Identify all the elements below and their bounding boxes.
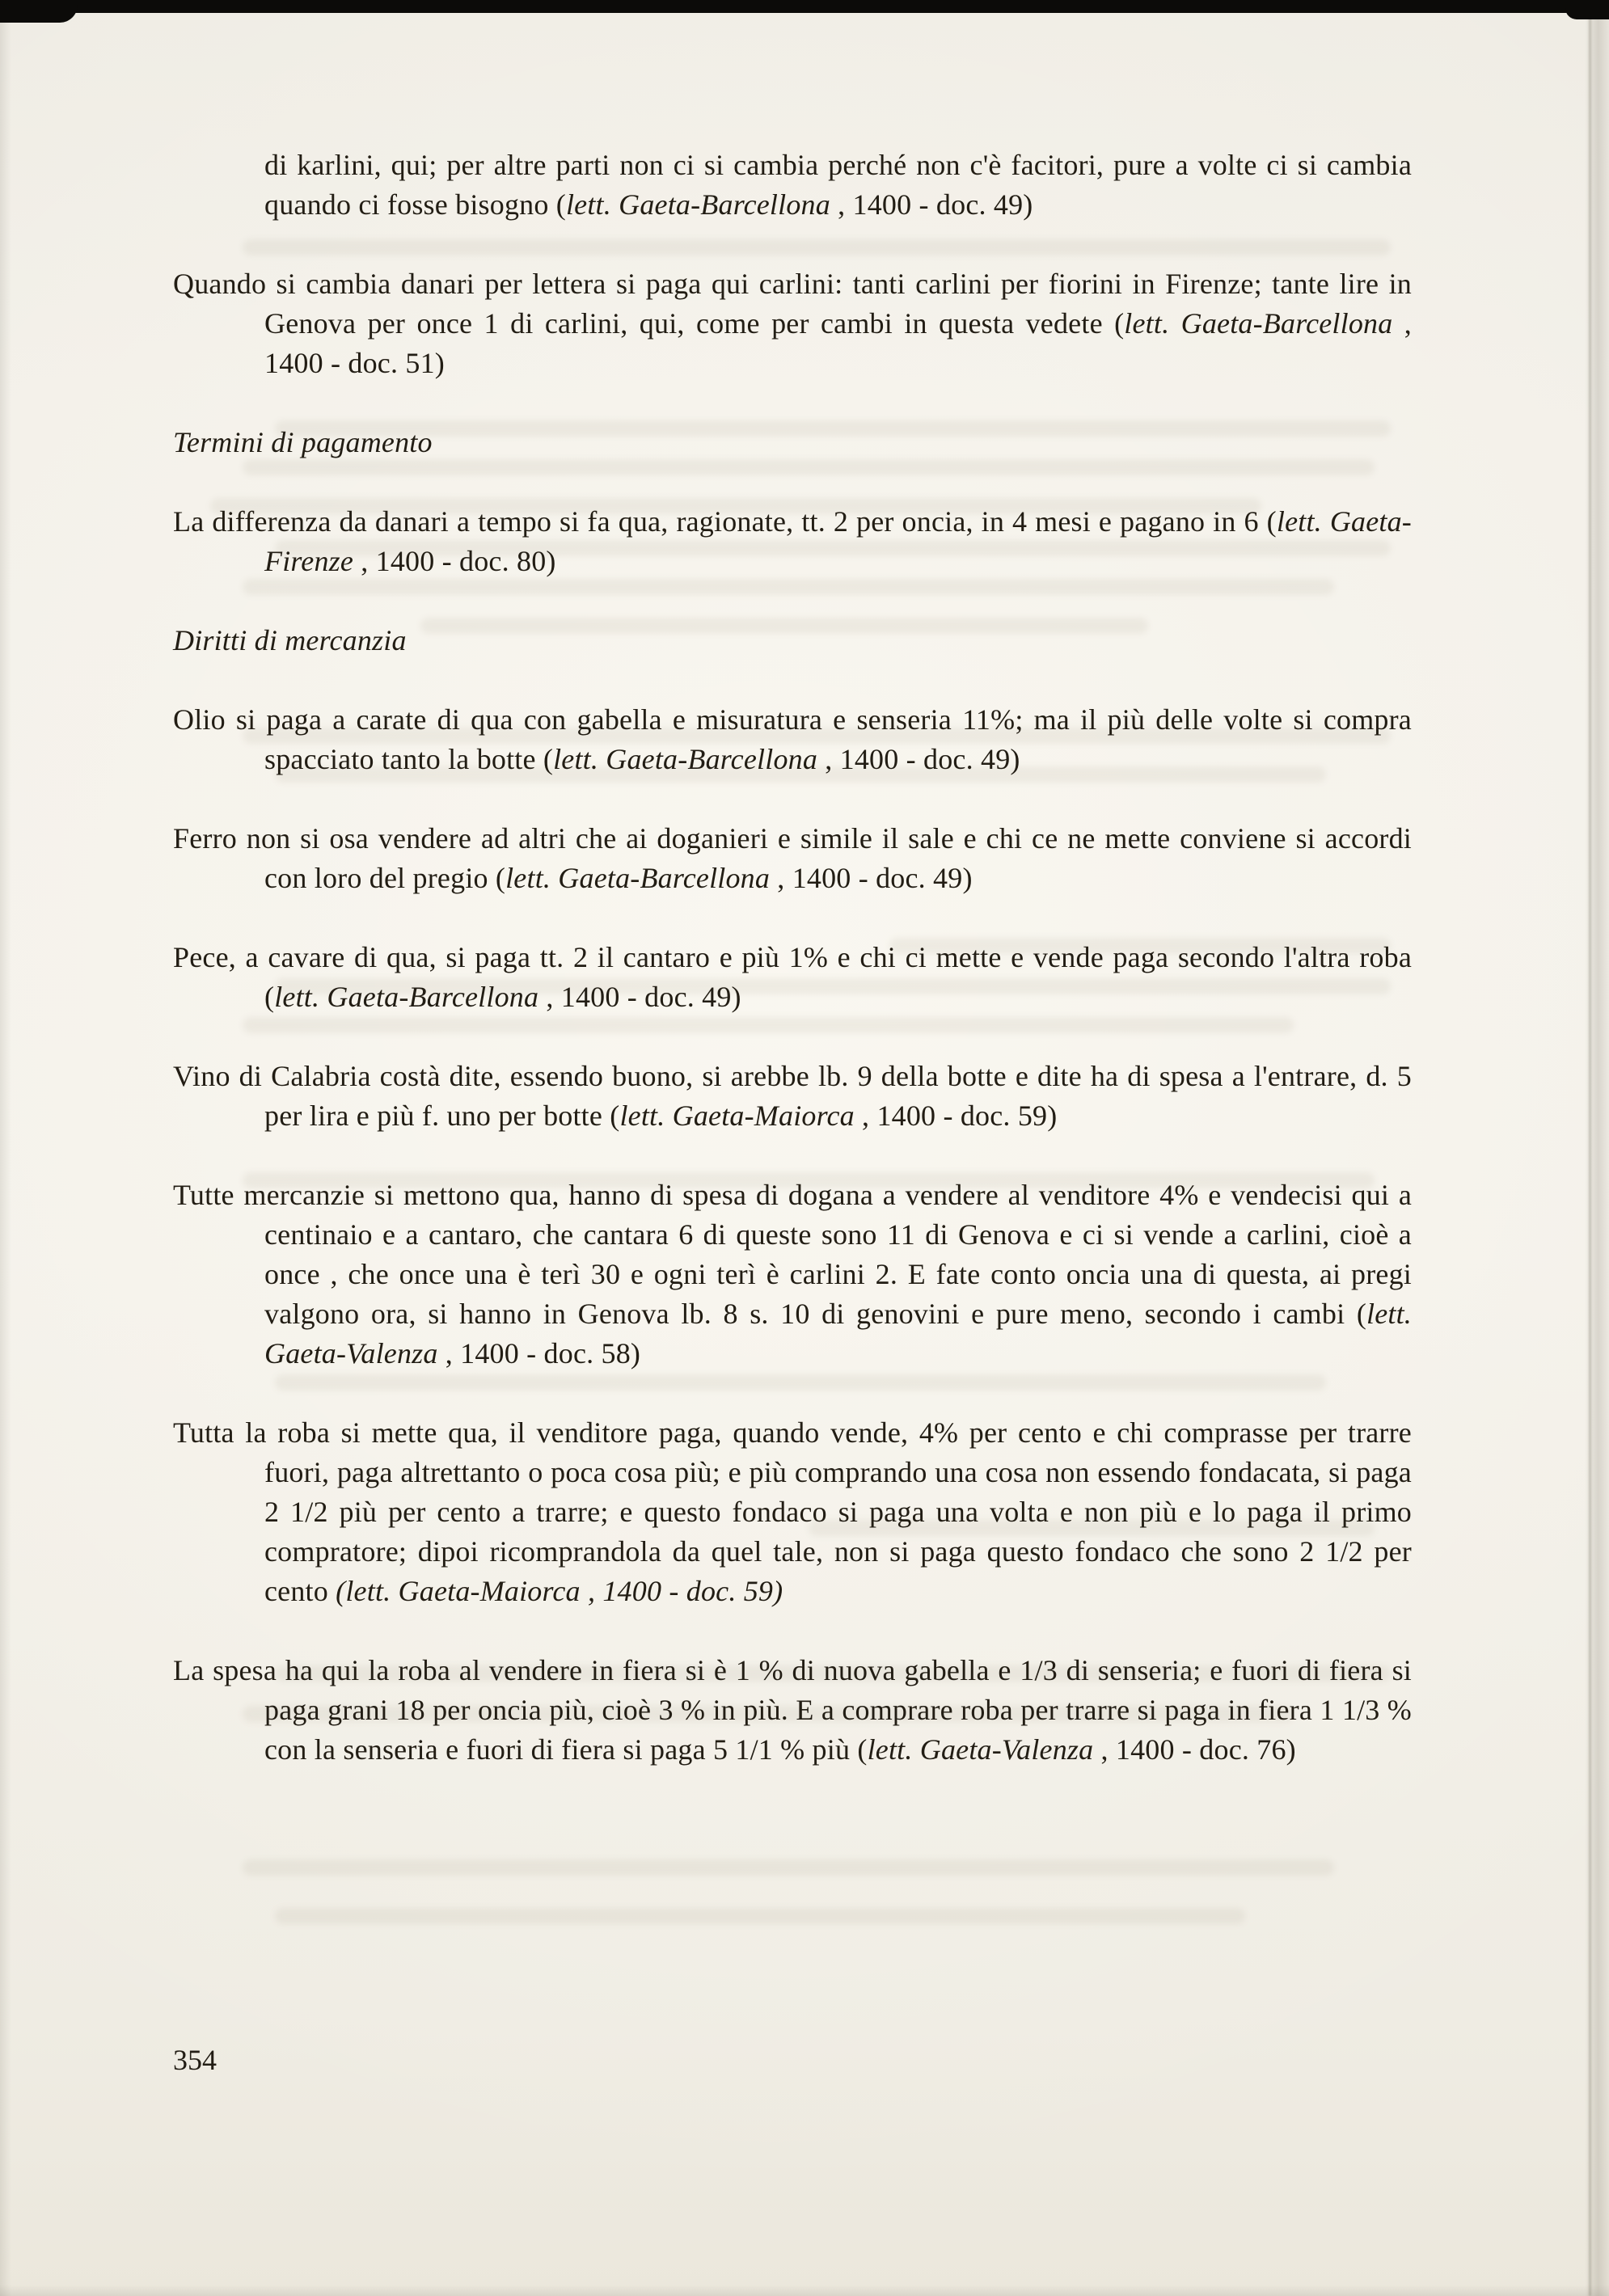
paragraph: Ferro non si osa vendere ad altri che ai doganieri e simile il sale e chi ce ne mette conviene si accordi con loro del pregio (lett. Gaeta-Barcellona , 1400 - doc. 49) (173, 822, 1412, 894)
paragraph: Olio si paga a carate di qua con gabella e misuratura e senseria 11%; ma il più delle volte si compra spacciato tanto la botte (lett. Gaeta-Barcellona , 1400 - doc. 49) (173, 703, 1412, 775)
paragraph: La differenza da danari a tempo si fa qua, ragionate, tt. 2 per oncia, in 4 mesi e pagano in 6 (lett. Gaeta-Firenze , 1400 - doc. 80) (173, 505, 1412, 577)
page-edge-shadow (1589, 0, 1591, 2296)
scan-corner-top-right (1565, 0, 1609, 19)
paragraph: Tutte mercanzie si mettono qua, hanno di spesa di dogana a vendere al venditore 4% e vendecisi qui a centinaio e a cantaro, che cantara 6 di queste sono 11 di Genova e ci si vende a carlini, cioè a once , che once una è terì 30 e ogni terì è carlini 2. E fate conto oncia una di questa, ai pregi valgono ora, si hanno in Genova lb. 8 s. 10 di genovini e pure meno, secondo i cambi (lett. Gaeta-Valenza , 1400 - doc. 58) (173, 1179, 1412, 1370)
scan-corner-top-left (0, 0, 78, 23)
paragraph: Tutta la roba si mette qua, il venditore paga, quando vende, 4% per cento e chi comprasse per trarre fuori, paga altrettanto o poca cosa più; e più comprando una cosa non essendo fondacata, si paga 2 1/2 più per cento a trarre; e questo fondaco si paga una volta e non più e lo paga il primo compratore; dipoi ricomprandola da quel tale, non si paga questo fondaco che sono 2 1/2 per cento (lett. Gaeta-Maiorca , 1400 - doc. 59) (173, 1416, 1412, 1607)
paragraph: Quando si cambia danari per lettera si paga qui carlini: tanti carlini per fiorini in Firenze; tante lire in Genova per once 1 di carlini, qui, come per cambi in questa vedete (lett. Gaeta-Barcellona , 1400 - doc. 51) (173, 268, 1412, 379)
section-heading: Termini di pagamento (173, 426, 433, 458)
bleedthrough-artifact (275, 1908, 1245, 1924)
paragraph: di karlini, qui; per altre parti non ci si cambia perché non c'è facitori, pure a volte ci si cambia quando ci fosse bisogno (lett. Gaeta-Barcellona , 1400 - doc. 49) (264, 149, 1412, 221)
scan-edge-bottom (0, 2285, 1609, 2296)
page-number: 354 (173, 2044, 217, 2076)
paragraph: Pece, a cavare di qua, si paga tt. 2 il cantaro e più 1% e chi ci mette e vende paga secondo l'altra roba (lett. Gaeta-Barcellona , 1400 - doc. 49) (173, 941, 1412, 1013)
bleedthrough-artifact (243, 1859, 1334, 1876)
section-heading: Diritti di mercanzia (173, 624, 407, 656)
scan-edge-left (0, 0, 11, 2296)
paragraph: Vino di Calabria costà dite, essendo buono, si arebbe lb. 9 della botte e dite ha di spesa a l'entrare, d. 5 per lira e più f. uno per botte (lett. Gaeta-Maiorca , 1400 - doc. 59) (173, 1060, 1412, 1132)
scan-edge-top (0, 0, 1609, 13)
paragraph: La spesa ha qui la roba al vendere in fiera si è 1 % di nuova gabella e 1/3 di senseria; e fuori di fiera si paga grani 18 per oncia più, cioè 3 % in più. E a comprare roba per trarre si paga in fiera 1 1/3 % con la senseria e fuori di fiera si paga 5 1/1 % più (lett. Gaeta-Valenza , 1400 - doc. 76) (173, 1654, 1412, 1766)
text-block (173, 146, 1412, 1809)
